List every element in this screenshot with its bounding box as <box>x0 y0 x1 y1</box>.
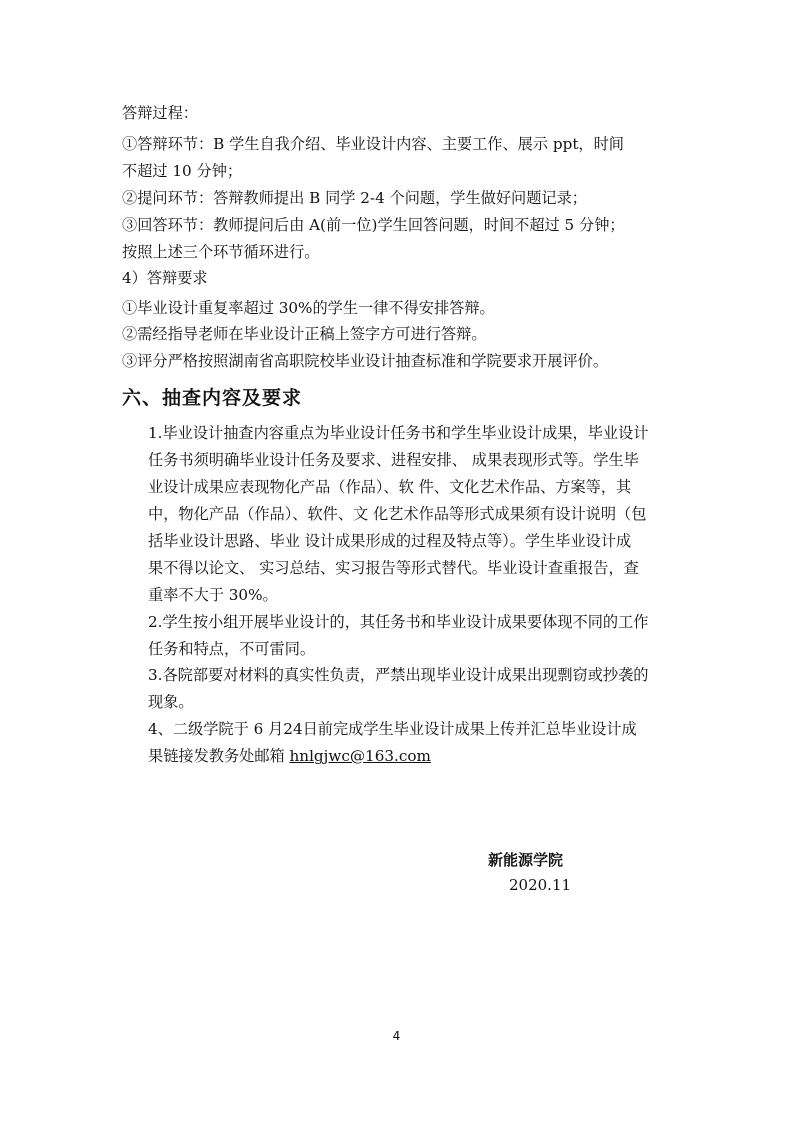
process-step1-line2: 不超过 10 分钟； <box>122 162 243 180</box>
process-title: 答辩过程： <box>122 104 198 122</box>
section6-p1-line: 中，物化产品（作品）、软件、文 化艺术作品等形式成果须有设计说明（包 <box>148 505 647 523</box>
signature-org: 新能源学院 <box>488 851 564 869</box>
process-step1-line1: ①答辩环节：B 学生自我介绍、毕业设计内容、主要工作、展示 ppt，时间 <box>122 135 624 153</box>
section6-p1-line: 重率不大于 30%。 <box>148 586 278 604</box>
process-step3-line2: 按照上述三个环节循环进行。 <box>122 243 320 261</box>
section6-p3-line: 现象。 <box>148 693 194 711</box>
section6-p2-line: 任务和特点，不可雷同。 <box>148 640 316 658</box>
requirements-item3: ③评分严格按照湖南省高职院校毕业设计抽查标准和学院要求开展评价。 <box>122 352 608 370</box>
section6-p1-line: 括毕业设计思路、毕业 设计成果形成的过程及特点等）。学生毕业设计成 <box>148 532 632 550</box>
section6-p1-line: 任务书须明确毕业设计任务及要求、进程安排、 成果表现形式等。学生毕 <box>148 451 639 469</box>
section6-p3-line: 3.各院部要对材料的真实性负责，严禁出现毕业设计成果出现剽窃或抄袭的 <box>148 666 649 684</box>
signature-date: 2020.11 <box>509 876 572 894</box>
section6-p4-line2 <box>148 746 431 766</box>
requirements-title: 4）答辩要求 <box>122 269 208 287</box>
section6-p1-line: 1.毕业设计抽查内容重点为毕业设计任务书和学生毕业设计成果，毕业设计 <box>148 424 649 442</box>
process-step2: ②提问环节：答辩教师提出 B 同学 2-4 个问题，学生做好问题记录； <box>122 189 587 207</box>
page-number: 4 <box>392 1029 401 1043</box>
email-link[interactable]: hnlgjwc@163.com <box>289 747 431 765</box>
requirements-item1: ①毕业设计重复率超过 30%的学生一律不得安排答辩。 <box>122 299 495 317</box>
process-step3-line1: ③回答环节：教师提问后由 A(前一位)学生回答问题，时间不超过 5 分钟； <box>122 216 625 234</box>
section6-heading: 六、抽查内容及要求 <box>122 387 303 409</box>
section6-p1-line: 业设计成果应表现物化产品（作品）、软 件、文化艺术作品、方案等，其 <box>148 478 632 496</box>
p4-line2-text: 果链接发教务处邮箱 <box>148 747 290 765</box>
requirements-item2: ②需经指导老师在毕业设计正稿上签字方可进行答辩。 <box>122 325 487 343</box>
section6-p2-line: 2.学生按小组开展毕业设计的，其任务书和毕业设计成果要体现不同的工作 <box>148 613 649 631</box>
section6-p4-line1: 4、二级学院于 6 月24日前完成学生毕业设计成果上传并汇总毕业设计成 <box>148 720 637 738</box>
section6-p1-line: 果不得以论文、 实习总结、实习报告等形式替代。毕业设计查重报告，查 <box>148 559 639 577</box>
